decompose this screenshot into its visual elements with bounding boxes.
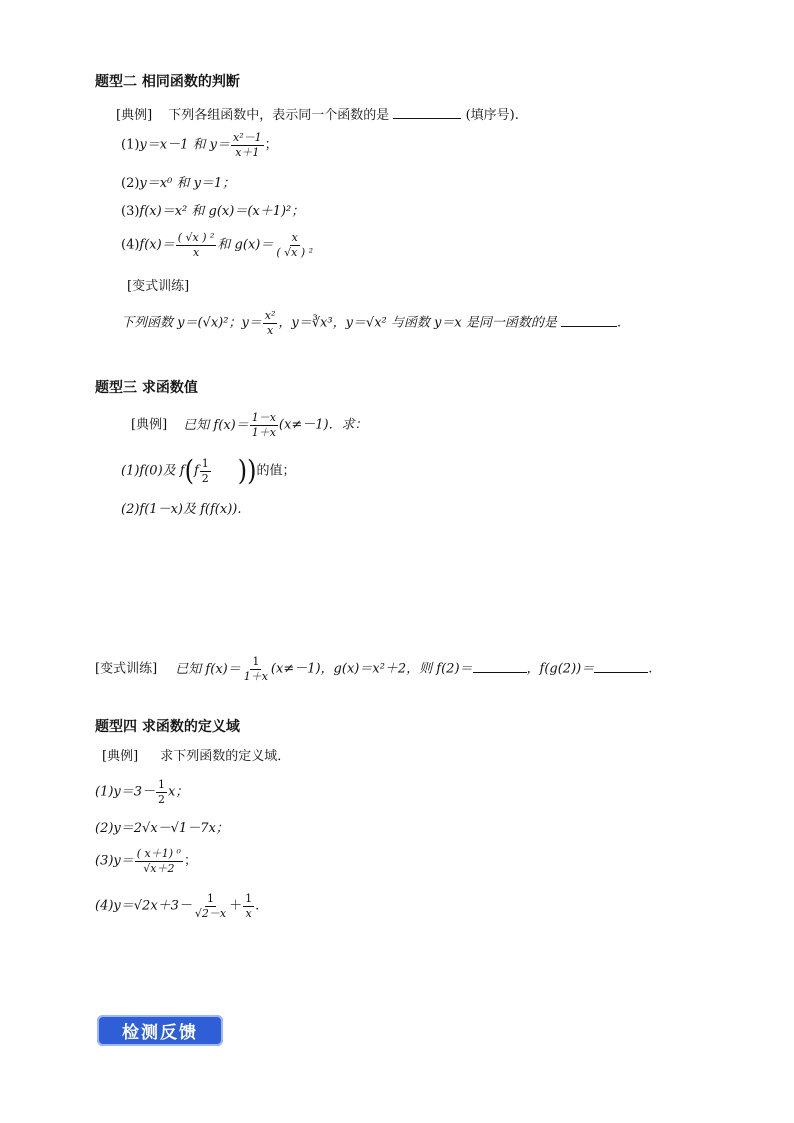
numerator: 1 [252,655,260,668]
denominator: √2－x [194,906,227,920]
question-text: f [193,463,199,479]
section2-example [116,106,519,122]
section4-item-2: (2)y＝2√x－√1－7x； [95,821,229,836]
item-formula: (1)y＝3－ [95,784,156,800]
answer-blank [594,660,648,673]
variant-tag-2: [变式训练] [127,279,190,294]
fraction [250,412,278,438]
item-formula-mid: 和 g(x)＝ [217,237,274,253]
section2-variant [121,310,621,336]
fraction [176,232,217,258]
left-paren: ( [184,454,194,488]
item-formula: x； [168,784,189,800]
variant-text: ，f(g(2))＝ [526,661,595,677]
section2-item-3 [121,205,304,218]
fraction [263,310,278,336]
section3-example [131,412,368,438]
section4-item-1 [95,779,188,805]
fraction [274,232,315,258]
numerator: x [291,231,298,244]
item-number: (1) [121,137,140,153]
plus-sign: ＋ [229,898,243,914]
denominator: 1＋x [251,425,276,439]
numerator: 1 [245,892,253,905]
numerator: ( x＋1) ⁰ [136,847,181,860]
example-text: 求下列函数的定义域． [160,749,291,764]
answer-blank [561,314,617,327]
fraction [242,656,270,682]
fraction [193,893,228,919]
section3-title: 题型三 求函数值 [95,380,198,396]
section2-item-4 [121,232,316,258]
denominator: √x＋2 [143,861,175,875]
example-tag: [典例] [131,417,168,433]
numerator: 1－x [251,411,276,424]
item-formula: y＝x⁰ 和 y＝1； [139,176,236,191]
denominator: x [267,323,274,337]
example-tag: [典例] [102,749,139,764]
variant-tag: [变式训练] [95,661,158,677]
example-tail: (填序号). [465,108,519,123]
section2-item-1 [121,132,278,158]
example-text: 下列各组函数中，表示同一个函数的是 [168,108,390,123]
fraction [156,779,167,805]
question-text: (1)f(0)及 f [121,463,185,479]
section4-title: 题型四 求函数的定义域 [95,719,240,735]
fraction [243,893,254,919]
section4-item-4 [95,893,259,919]
section4-example [102,750,290,763]
numerator: ( √x ) ² [177,231,215,244]
variant-text: (x≠－1)，g(x)＝x²＋2，则 f(2)＝ [270,661,473,677]
item-formula: y＝x－1 和 y＝ [139,137,230,153]
denominator: 2 [158,792,166,806]
variant3 [95,656,652,682]
item-end: ； [183,853,197,869]
right-paren: )) [237,454,257,488]
answer-blank [473,660,527,673]
numerator: x²－1 [232,131,262,144]
numerator: 1 [207,892,215,905]
denominator: ( √x ) ² [276,245,314,259]
item-number: (4) [121,237,140,253]
fraction [135,848,183,874]
variant-end: . [616,315,622,331]
section3-question-1 [121,454,296,488]
denominator: x [192,245,200,259]
item-formula: (3)y＝ [95,853,134,869]
denominator: x＋1 [235,145,260,159]
question-text: 的值； [256,463,296,479]
feedback-badge: 检测反馈 [97,1015,223,1046]
numerator: 1 [158,778,166,791]
variant-text: ，y＝∛x³，y＝√x² 与函数 y＝x 是同一函数的是 [278,315,557,331]
variant-text: 已知 f(x)＝ [175,661,241,677]
item-end: . [255,898,260,914]
example-tag: [典例] [116,108,153,123]
section2-item-2 [121,177,235,190]
answer-blank [393,106,461,119]
section2-title: 题型二 相同函数的判断 [95,74,240,90]
variant-end: . [648,661,653,677]
numerator: 1 [201,457,209,470]
item-end: ； [264,137,278,153]
item-number: (2) [121,176,140,191]
example-text: 已知 f(x)＝ [183,417,249,433]
section4-item-3 [95,848,197,874]
item-number: (3) [121,204,140,219]
fraction [231,132,264,158]
numerator: x² [264,309,276,322]
variant-text: 下列函数 y＝(√x)²；y＝ [121,315,262,331]
denominator: 2 [201,471,209,485]
fraction [200,458,211,484]
item-formula: f(x)＝ [139,237,175,253]
denominator: 1＋x [243,669,268,683]
item-formula: f(x)＝x² 和 g(x)＝(x＋1)²； [139,204,305,219]
denominator: x [245,906,252,920]
item-formula: (4)y＝√2x＋3－ [95,898,192,914]
section3-question-2: (2)f(1－x)及 f(f(x)). [121,502,242,517]
example-text: (x≠－1)．求： [278,417,368,433]
